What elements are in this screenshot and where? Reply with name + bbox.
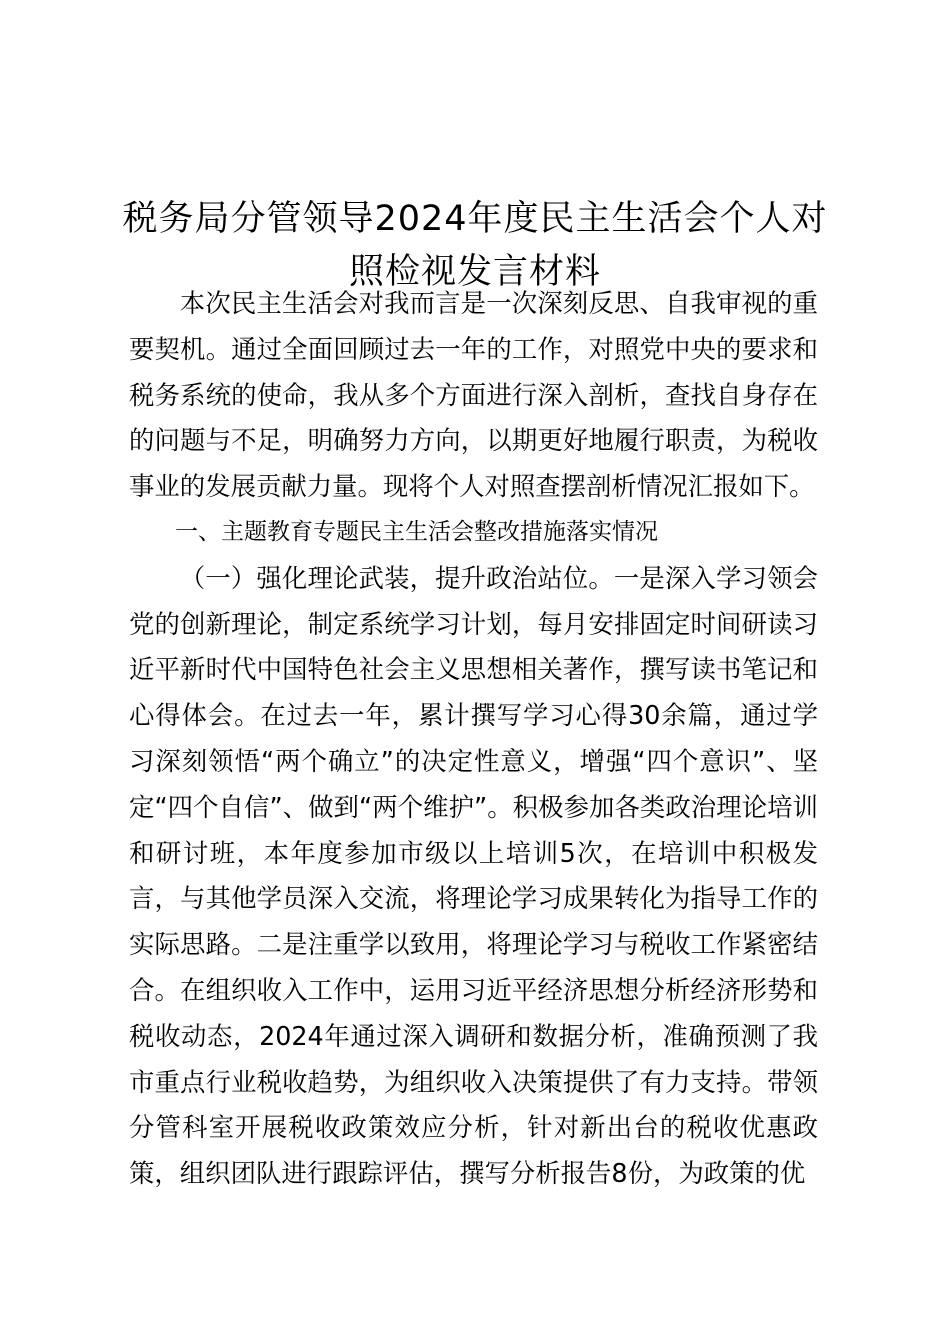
- section-paragraph: （一）强化理论武装，提升政治站位。一是深入学习领会党的创新理论，制定系统学习计划，每月安排固定时间研读习近平新时代中国特色社会主义思想相关著作，撰写读书笔记和心得体会。在过去一年，累计撰写学习心得30余篇，通过学习深刻领悟“两个确立”的决定性意义，增强“四个意识”、坚定“四个自信”、做到“两个维护”。积极参加各类政治理论培训和研讨班，本年度参加市级以上培训5次，在培训中积极发言，与其他学员深入交流，将理论学习成果转化为指导工作的实际思路。二是注重学以致用，将理论学习与税收工作紧密结合。在组织收入工作中，运用习近平经济思想分析经济形势和税收动态，2024年通过深入调研和数据分析，准确预测了我市重点行业税收趋势，为组织收入决策提供了有力支持。带领分管科室开展税收政策效应分析，针对新出台的税收优惠政策，组织团队进行跟踪评估，撰写分析报告8份，为政策的优: [129, 562, 818, 1189]
- document-body: [129, 281, 818, 1197]
- section-heading: 一、主题教育专题民主生活会整改措施落实情况: [175, 518, 658, 545]
- intro-paragraph: 本次民主生活会对我而言是一次深刻反思、自我审视的重要契机。通过全面回顾过去一年的工作，对照党中央的要求和税务系统的使命，我从多个方面进行深入剖析，查找自身存在的问题与不足，明确努力方向，以期更好地履行职责，为税收事业的发展贡献力量。现将个人对照查摆剖析情况汇报如下。: [129, 288, 818, 502]
- document-title: 税务局分管领导2024年度民主生活会个人对照检视发言材料: [122, 199, 828, 293]
